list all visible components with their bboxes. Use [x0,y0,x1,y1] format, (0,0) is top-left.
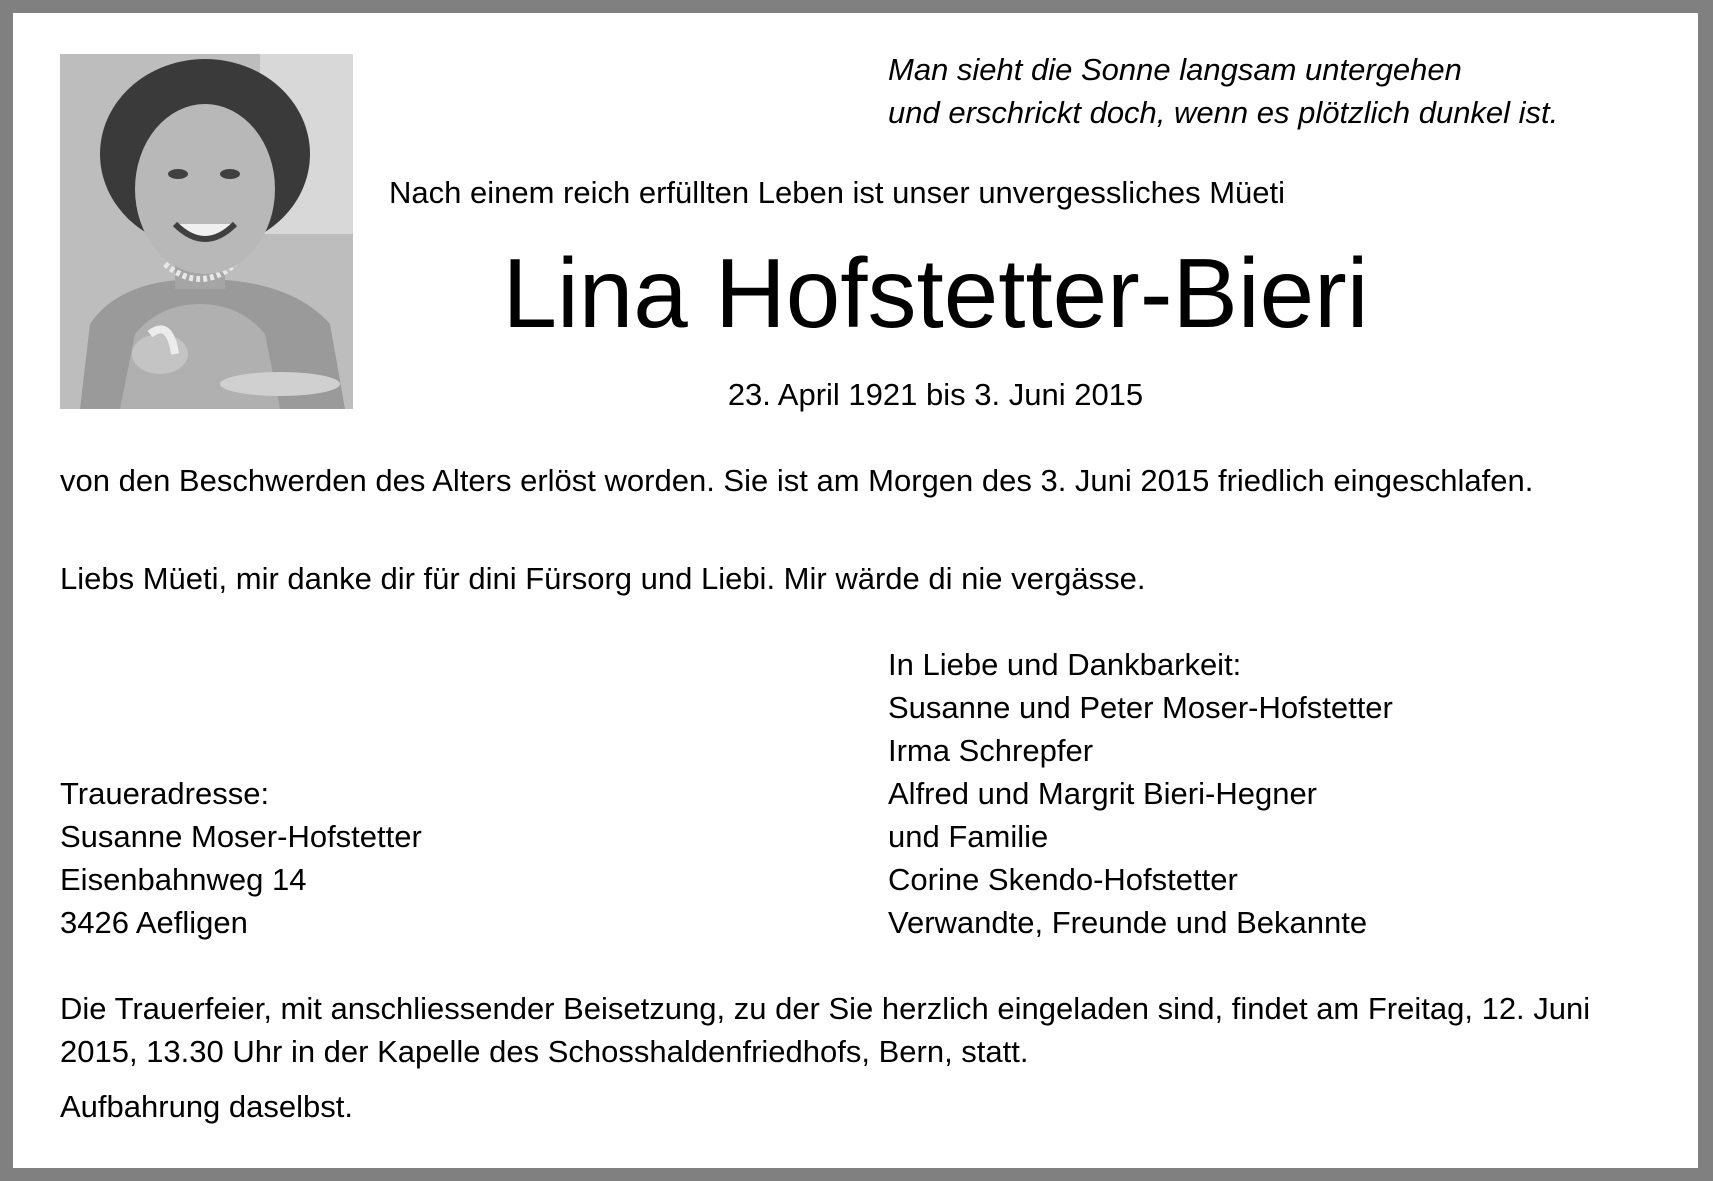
body-paragraph-1: von den Beschwerden des Alters erlöst worden. Sie ist am Morgen des 3. Juni 2015 friedlich eingeschlafen. [60,463,1534,498]
obituary-notice [13,13,1698,1168]
motto-verse [888,48,1558,134]
deceased-name: Lina Hofstetter-Bieri [502,238,1369,348]
mourning-address [60,772,422,944]
address-line: Susanne Moser-Hofstetter [60,819,422,854]
portrait-photo [60,54,353,409]
mourners-list [888,643,1393,944]
mourner-line: Susanne und Peter Moser-Hofstetter [888,690,1393,725]
mourner-line: Verwandte, Freunde und Bekannte [888,905,1368,940]
address-heading: Traueradresse: [60,776,270,811]
mourner-line: Alfred und Margrit Bieri-Hegner [888,776,1318,811]
body-paragraph-2: Liebs Müeti, mir danke dir für dini Fürsorg und Liebi. Mir wärde di nie vergässe. [60,561,1146,596]
mourner-line: Irma Schrepfer [888,733,1094,768]
address-line: 3426 Aefligen [60,905,248,940]
viewing-note: Aufbahrung daselbst. [60,1089,353,1124]
mourner-line: Corine Skendo-Hofstetter [888,862,1238,897]
intro-line: Nach einem reich erfüllten Leben ist unser unvergessliches Müeti [389,175,1286,210]
mourners-heading: In Liebe und Dankbarkeit: [888,647,1242,682]
motto-line-1: Man sieht die Sonne langsam untergehen [888,52,1462,87]
portrait-illustration [60,54,353,409]
motto-line-2: und erschrickt doch, wenn es plötzlich dunkel ist. [888,95,1559,130]
mourner-line: und Familie [888,819,1049,854]
address-line: Eisenbahnweg 14 [60,862,307,897]
ceremony-paragraph: Die Trauerfeier, mit anschliessender Beisetzung, zu der Sie herzlich eingeladen sind, findet am Freitag, 12. Juni 2015, 13.30 Uhr in der Kapelle des Schosshaldenfriedhofs, Bern, statt. [60,991,1591,1069]
life-dates: 23. April 1921 bis 3. Juni 2015 [727,377,1144,412]
